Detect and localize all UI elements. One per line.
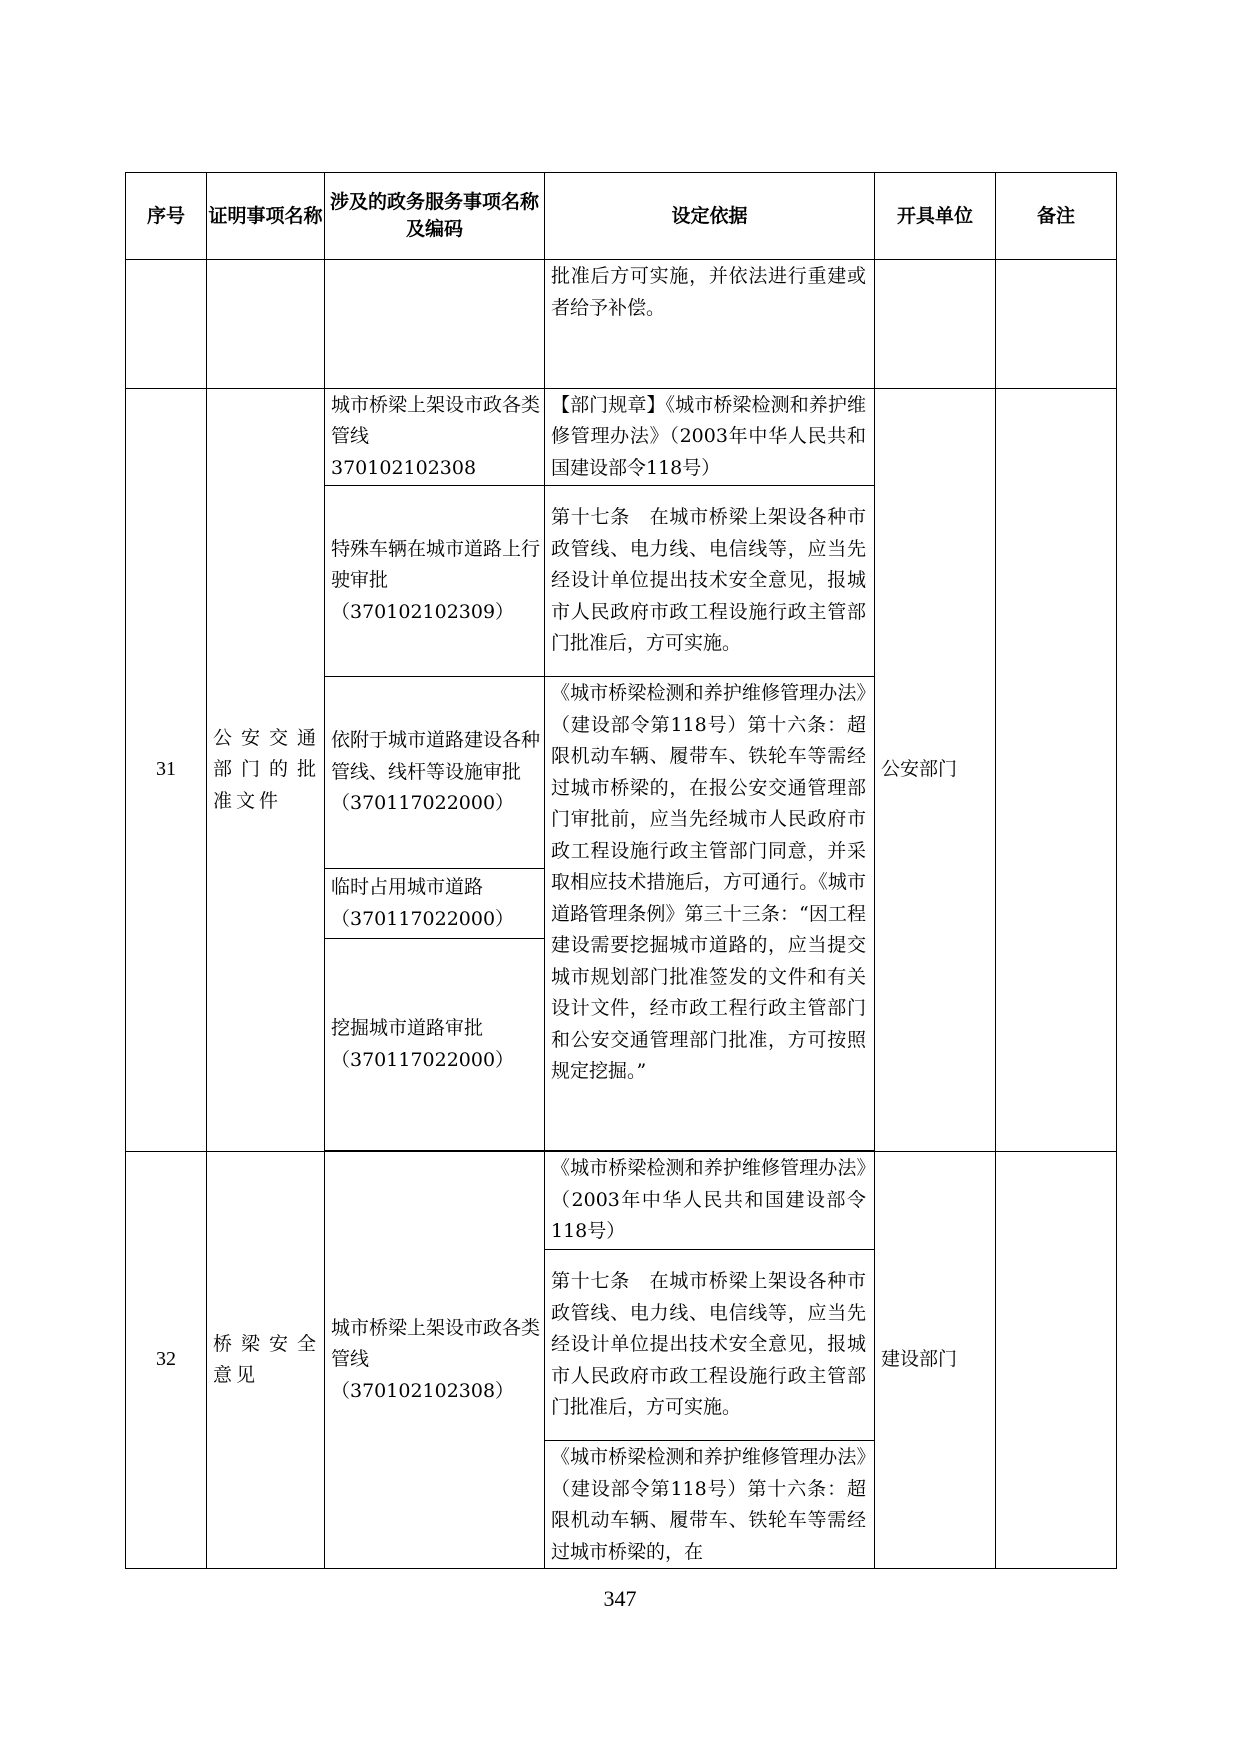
service-name: 依附于城市道路建设各种管线、线杆等设施审批: [331, 729, 541, 783]
service-code: （370117022000）: [331, 907, 515, 930]
service-cell: [325, 869, 545, 939]
note-cell: [996, 389, 1117, 1152]
header-service: 涉及的政务服务事项名称及编码: [325, 173, 545, 260]
basis-cell: 第十七条 在城市桥梁上架设各种市政管线、电力线、电信线等，应当先经设计单位提出技术安全意见，报城市人民政府市政工程设施行政主管部门批准后，方可实施。: [545, 486, 875, 677]
service-cell: [325, 389, 545, 486]
service-cell: [325, 486, 545, 677]
basis-cell: 《城市桥梁检测和养护维修管理办法》（建设部令第118号）第十六条：超限机动车辆、履带车、铁轮车等需经过城市桥梁的，在报公安交通管理部门审批前，应当先经城市人民政府市政工程设施行政主管部门同意，并采取相应技术措施后，方可通行。《城市道路管理条例》第三十三条：“因工程建设需要挖掘城市道路的，应当提交城市规划部门批准签发的文件和有关设计文件，经市政工程行政主管部门和公安交通管理部门批准，方可按照规定挖掘。”: [545, 677, 875, 1151]
service-cell: [325, 260, 545, 389]
service-name: 特殊车辆在城市道路上行驶审批: [331, 537, 541, 592]
header-basis: 设定依据: [545, 173, 875, 260]
basis-cell: 第十七条 在城市桥梁上架设各种市政管线、电力线、电信线等，应当先经设计单位提出技术安全意见，报城市人民政府市政工程设施行政主管部门批准后，方可实施。: [545, 1250, 875, 1441]
basis-cell: 《城市桥梁检测和养护维修管理办法》（2003年中华人民共和国建设部令118号）: [545, 1152, 875, 1250]
item-name-cell: 公安交通部门的批准文件: [207, 389, 325, 1152]
service-code: 370102102308: [331, 456, 477, 479]
service-code: （370102102309）: [331, 600, 515, 623]
basis-cell: 【部门规章】《城市桥梁检测和养护维修管理办法》（2003年中华人民共和国建设部令118号）: [545, 389, 875, 486]
item-name-cell: 桥梁安全意见: [207, 1152, 325, 1569]
service-name: 城市桥梁上架设市政各类管线: [331, 393, 541, 448]
table-row: [126, 1152, 1117, 1250]
page-number: 347: [603, 1586, 637, 1611]
unit-cell: 建设部门: [875, 1152, 996, 1569]
header-item-name: 证明事项名称: [207, 173, 325, 260]
header-seq: 序号: [126, 173, 207, 260]
service-name: 城市桥梁上架设市政各类管线: [331, 1316, 541, 1371]
service-code: （370117022000）: [331, 792, 515, 815]
note-cell: [996, 1152, 1117, 1569]
service-name: 临时占用城市道路: [331, 876, 484, 898]
unit-cell: 公安部门: [875, 389, 996, 1152]
basis-cell: 批准后方可实施，并依法进行重建或者给予补偿。: [545, 260, 875, 389]
table-row: [126, 260, 1117, 389]
header-issuing-unit: 开具单位: [875, 173, 996, 260]
service-cell: [325, 939, 545, 1151]
seq-cell: [126, 260, 207, 389]
table-header-row: [126, 173, 1117, 260]
item-name-cell: [207, 260, 325, 389]
service-cell: [325, 1152, 545, 1569]
seq-cell: 32: [126, 1152, 207, 1569]
note-cell: [996, 260, 1117, 389]
unit-cell: [875, 260, 996, 389]
header-note: 备注: [996, 173, 1117, 260]
regulation-table: [125, 172, 1117, 1569]
table-row: [126, 389, 1117, 486]
service-cell: [325, 677, 545, 869]
service-code: （370102102308）: [331, 1379, 515, 1402]
service-code: （370117022000）: [331, 1048, 515, 1071]
seq-cell: 31: [126, 389, 207, 1152]
service-name: 挖掘城市道路审批: [331, 1017, 484, 1039]
basis-cell: 《城市桥梁检测和养护维修管理办法》（建设部令第118号）第十六条：超限机动车辆、履带车、铁轮车等需经过城市桥梁的，在: [545, 1441, 875, 1569]
